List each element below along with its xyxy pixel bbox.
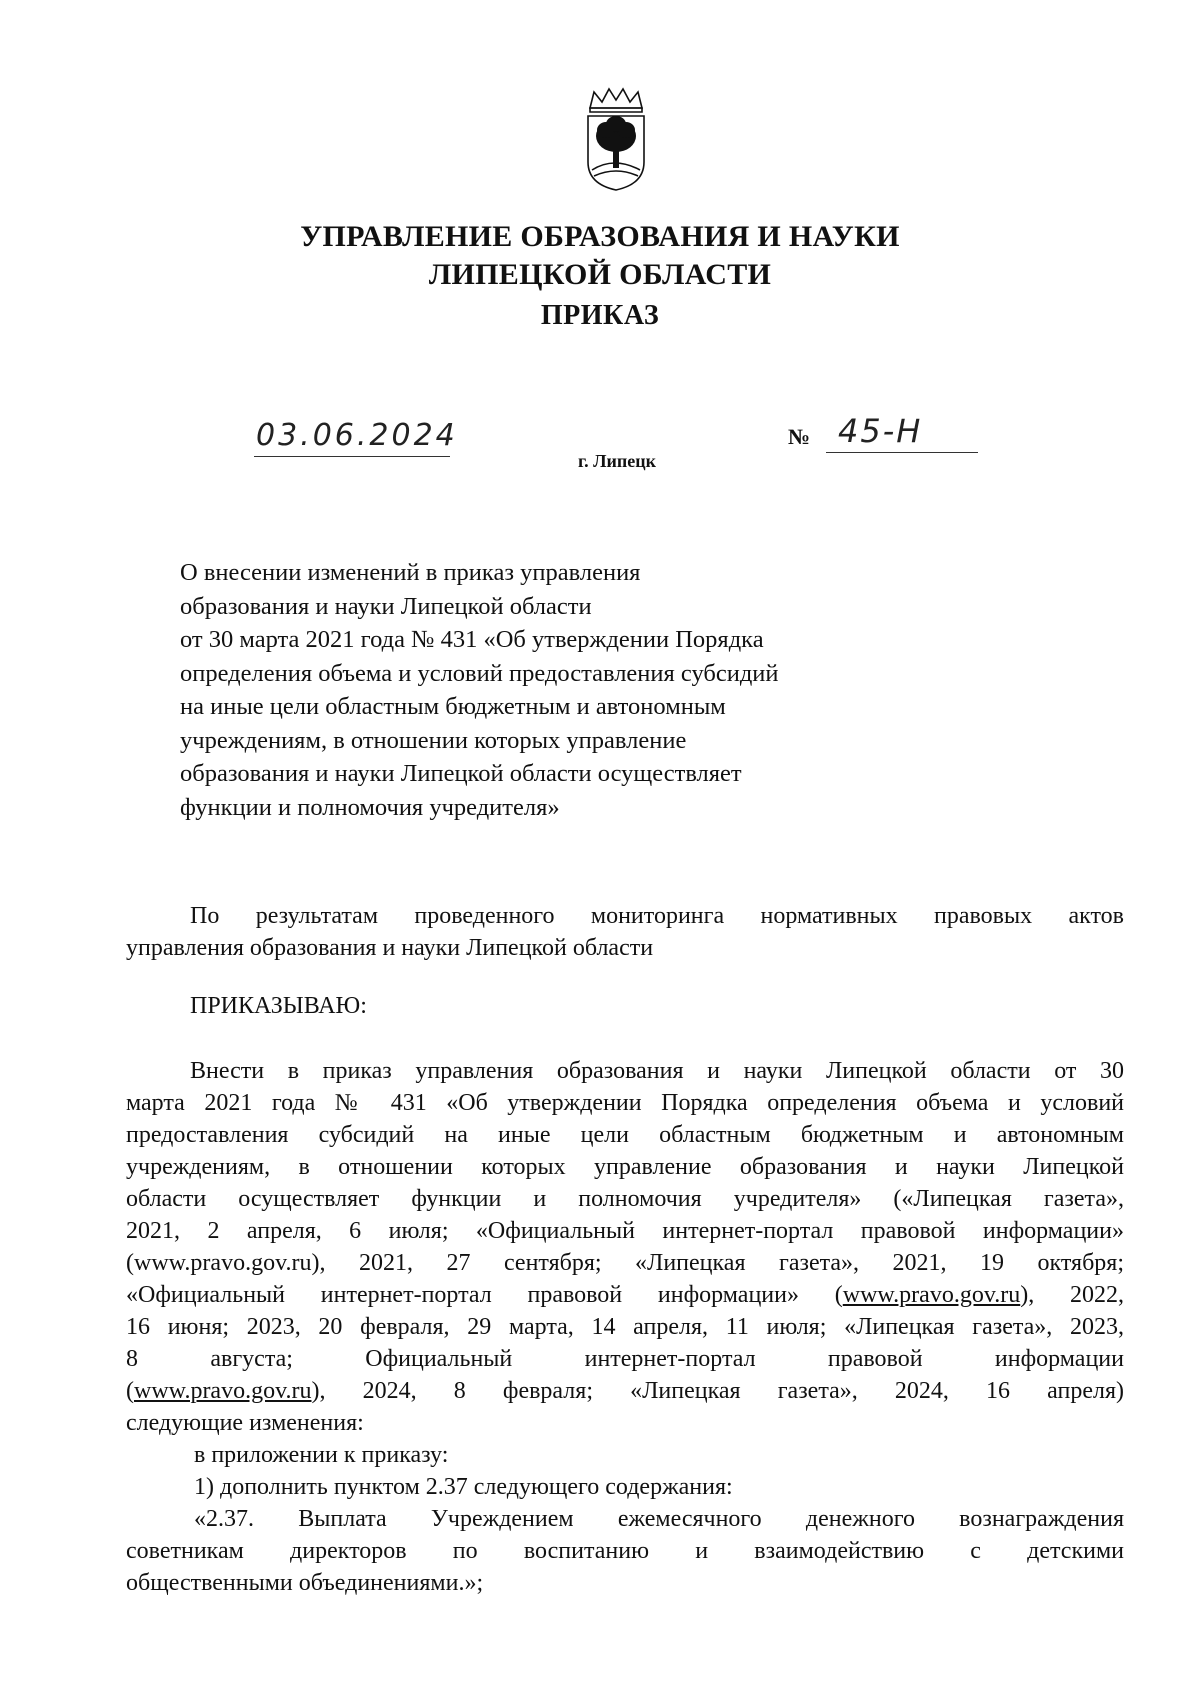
organization-name: [0, 218, 1200, 294]
main-line: 8 августа; Официальный интернет-портал правовой информации: [126, 1346, 1124, 1372]
main-line: марта 2021 года № 431 «Об утверждении Порядка определения объема и условий: [126, 1090, 1124, 1116]
subject-line: образования и науки Липецкой области: [180, 592, 592, 620]
organization-name-line-1: УПРАВЛЕНИЕ ОБРАЗОВАНИЯ И НАУКИ: [300, 220, 900, 253]
preamble-paragraph: [126, 900, 1124, 964]
subject-line: определения объема и условий предоставления субсидий: [180, 659, 779, 687]
main-line: 16 июня; 2023, 20 февраля, 29 марта, 14 апреля, 11 июля; «Липецкая газета», 2023,: [126, 1314, 1124, 1340]
subject-line: функции и полномочия учредителя»: [180, 793, 560, 821]
main-paragraph: [126, 1055, 1124, 1439]
document-type-title: ПРИКАЗ: [540, 300, 660, 331]
quoted-clause-line: советникам директоров по воспитанию и взаимодействию с детскими: [126, 1538, 1124, 1564]
handwritten-order-number: 45-Н: [838, 412, 923, 450]
main-line: 2021, 2 апреля, 6 июля; «Официальный интернет-портал правовой информации»: [126, 1218, 1124, 1244]
subject-line: от 30 марта 2021 года № 431 «Об утверждении Порядка: [180, 626, 764, 653]
main-line: [126, 1375, 1124, 1407]
handwritten-date: 03.06.2024: [256, 418, 458, 453]
main-line-text: ), 2022,: [1020, 1282, 1124, 1308]
main-line: (www.pravo.gov.ru), 2021, 27 сентября; «Липецкая газета», 2021, 19 октября;: [126, 1250, 1124, 1276]
subject-line: О внесении изменений в приказ управления: [180, 559, 641, 586]
main-line: [126, 1279, 1124, 1311]
number-underline: [826, 452, 978, 453]
main-line-text: «Официальный интернет-портал правовой информации» (: [126, 1282, 843, 1308]
main-line: предоставления субсидий на иные цели областным бюджетным и автономным: [126, 1122, 1124, 1148]
pravo-gov-link[interactable]: www.pravo.gov.ru: [134, 1378, 312, 1404]
main-line-text: ), 2024, 8 февраля; «Липецкая газета», 2024, 16 апреля): [311, 1378, 1124, 1404]
main-line: учреждениям, в отношении которых управление образования и науки Липецкой: [126, 1154, 1124, 1180]
subject-line: учреждениям, в отношении которых управление: [180, 726, 687, 754]
pravo-gov-link[interactable]: www.pravo.gov.ru: [842, 1282, 1021, 1308]
changes-item-1: 1) дополнить пунктом 2.37 следующего содержания:: [194, 1474, 733, 1500]
organization-name-line-2: ЛИПЕЦКОЙ ОБЛАСТИ: [428, 258, 772, 291]
date-underline: [254, 456, 450, 457]
subject-line: образования и науки Липецкой области осуществляет: [180, 760, 742, 787]
order-subject: [180, 556, 779, 824]
coat-of-arms-emblem: [584, 86, 648, 192]
number-sign: №: [788, 424, 811, 449]
order-word-text: ПРИКАЗЫВАЮ:: [190, 993, 367, 1019]
quoted-clause-line: общественными объединениями.»;: [126, 1570, 484, 1596]
main-line: области осуществляет функции и полномочия учредителя» («Липецкая газета»,: [126, 1186, 1124, 1212]
main-line: следующие изменения:: [126, 1410, 364, 1436]
preamble-line: управления образования и науки Липецкой области: [126, 935, 654, 961]
city-label: г. Липецк: [578, 451, 657, 471]
order-word: [126, 990, 1124, 1022]
quoted-clause-line: «2.37. Выплата Учреждением ежемесячного денежного вознаграждения: [194, 1506, 1124, 1532]
changes-section: [126, 1439, 1124, 1599]
changes-intro: в приложении к приказу:: [194, 1442, 449, 1468]
main-line-text: (: [126, 1378, 134, 1404]
subject-line: на иные цели областным бюджетным и автономным: [180, 693, 726, 720]
main-line: Внести в приказ управления образования и науки Липецкой области от 30: [190, 1058, 1124, 1084]
preamble-line: По результатам проведенного мониторинга нормативных правовых актов: [190, 903, 1124, 929]
